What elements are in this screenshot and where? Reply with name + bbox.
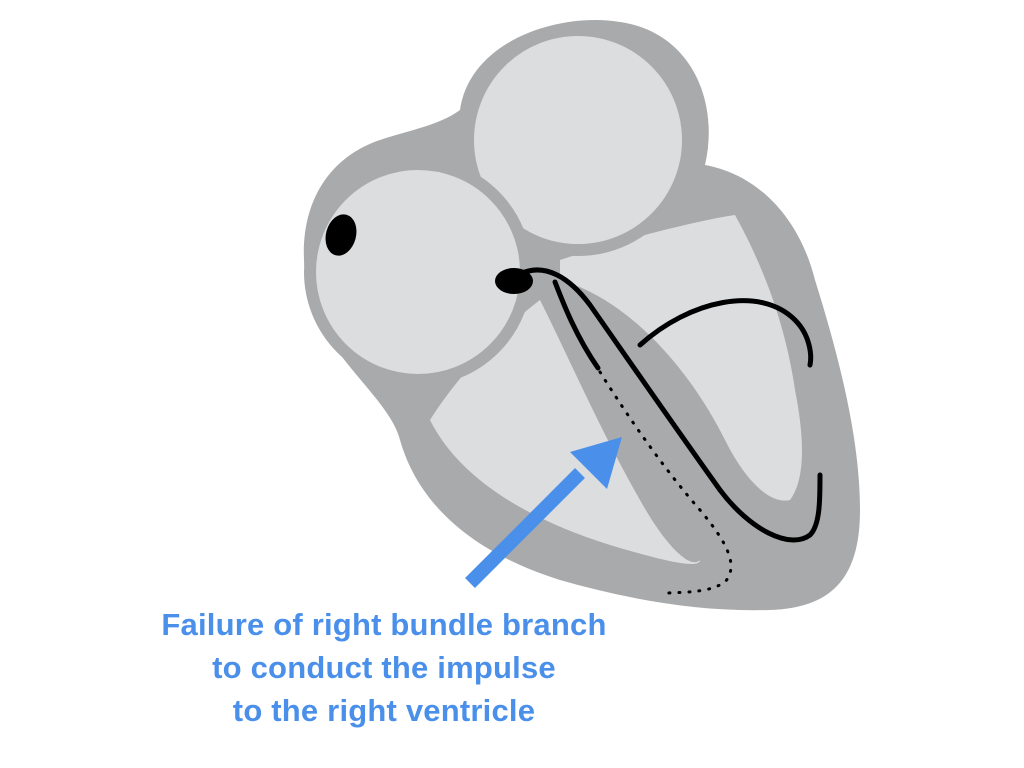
right-atrium bbox=[310, 164, 526, 380]
caption bbox=[84, 603, 684, 732]
caption-line-2: to conduct the impulse bbox=[212, 650, 556, 685]
caption-line-3: to the right ventricle bbox=[232, 693, 536, 728]
caption-line-1: Failure of right bundle branch bbox=[161, 607, 607, 642]
